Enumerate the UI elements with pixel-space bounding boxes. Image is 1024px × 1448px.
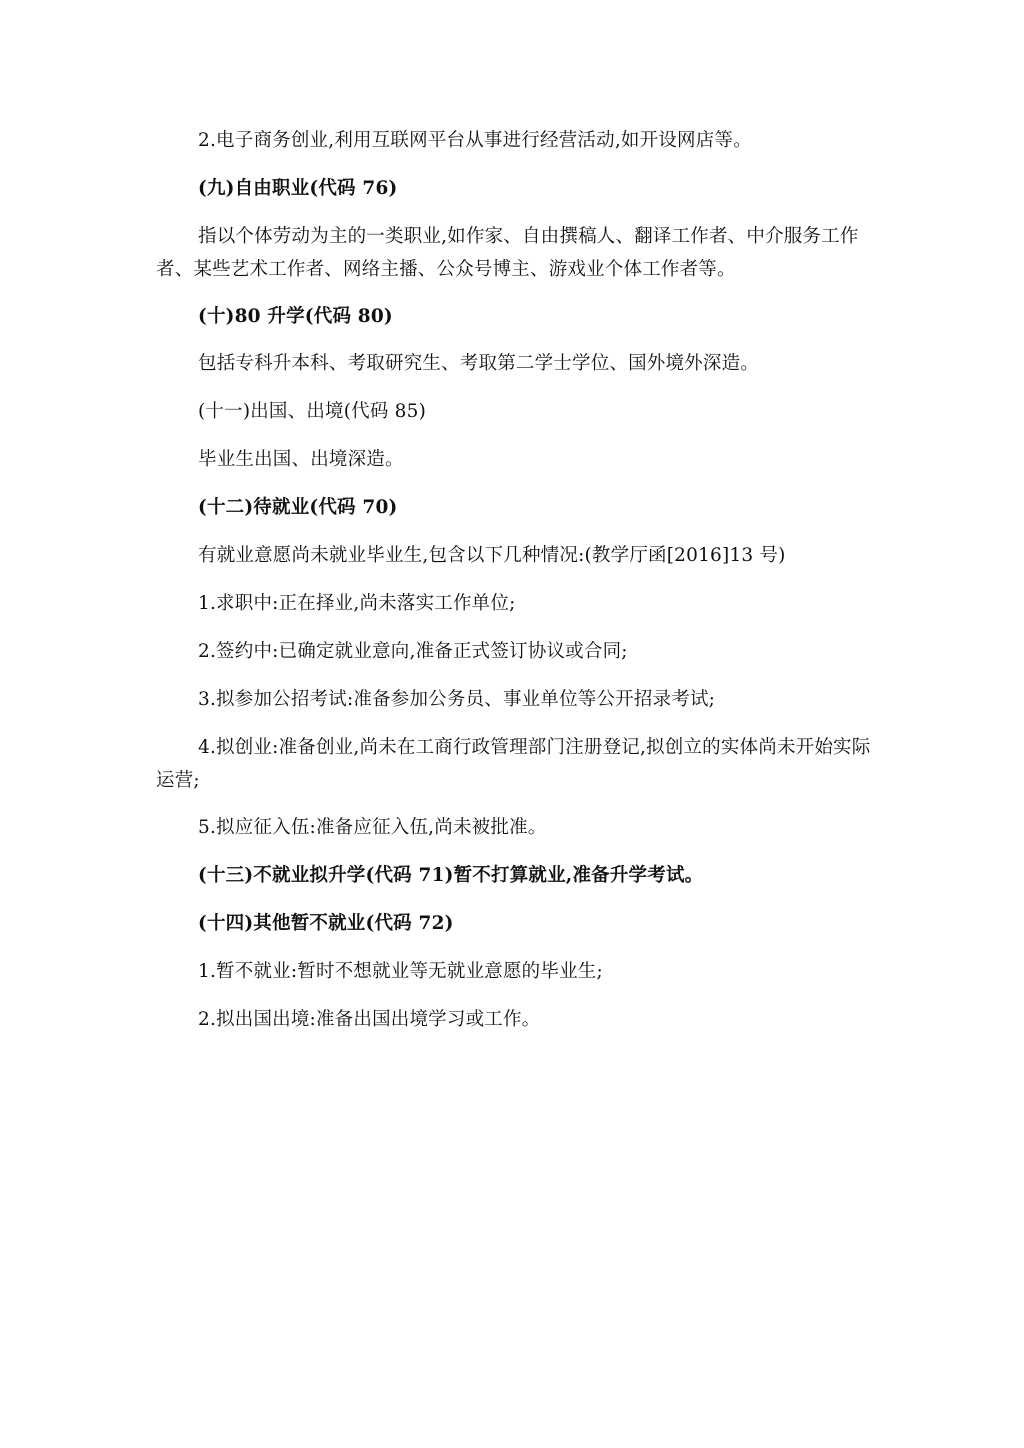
list-item-go-abroad: 2.拟出国出境:准备出国出境学习或工作。 (198, 1009, 541, 1030)
paragraph-abroad-desc: 毕业生出国、出境深造。 (198, 449, 404, 470)
paragraph-freelance-desc: 指以个体劳动为主的一类职业,如作家、自由撰稿人、翻译工作者、中介服务工作者、某些艺术工作者、网络主播、公众号博主、游戏业个体工作者等。 (156, 226, 859, 280)
list-item-startup: 4.拟创业:准备创业,尚未在工商行政管理部门注册登记,拟创立的实体尚未开始实际运营; (156, 737, 871, 791)
heading-freelance: (九)自由职业(代码 76) (198, 178, 398, 199)
list-item-exam: 3.拟参加公招考试:准备参加公务员、事业单位等公开招录考试; (198, 689, 716, 710)
heading-further-study: (十)80 升学(代码 80) (198, 306, 393, 327)
heading-other-unemployed: (十四)其他暂不就业(代码 72) (198, 913, 454, 934)
paragraph-further-study-desc: 包括专科升本科、考取研究生、考取第二学士学位、国外境外深造。 (198, 353, 760, 374)
heading-awaiting-employment: (十二)待就业(代码 70) (198, 497, 398, 518)
heading-no-employment-study: (十三)不就业拟升学(代码 71)暂不打算就业,准备升学考试。 (198, 865, 704, 886)
list-item-signing: 2.签约中:已确定就业意向,准备正式签订协议或合同; (198, 641, 628, 662)
list-item-enlistment: 5.拟应征入伍:准备应征入伍,尚未被批准。 (198, 817, 547, 838)
list-item-not-employed: 1.暂不就业:暂时不想就业等无就业意愿的毕业生; (198, 961, 603, 982)
paragraph-awaiting-intro: 有就业意愿尚未就业毕业生,包含以下几种情况:(教学厅函[2016]13 号) (198, 545, 786, 566)
list-item-job-seeking: 1.求职中:正在择业,尚未落实工作单位; (198, 593, 516, 614)
paragraph-ecommerce: 2.电子商务创业,利用互联网平台从事进行经营活动,如开设网店等。 (198, 130, 752, 151)
heading-abroad: (十一)出国、出境(代码 85) (198, 401, 426, 422)
